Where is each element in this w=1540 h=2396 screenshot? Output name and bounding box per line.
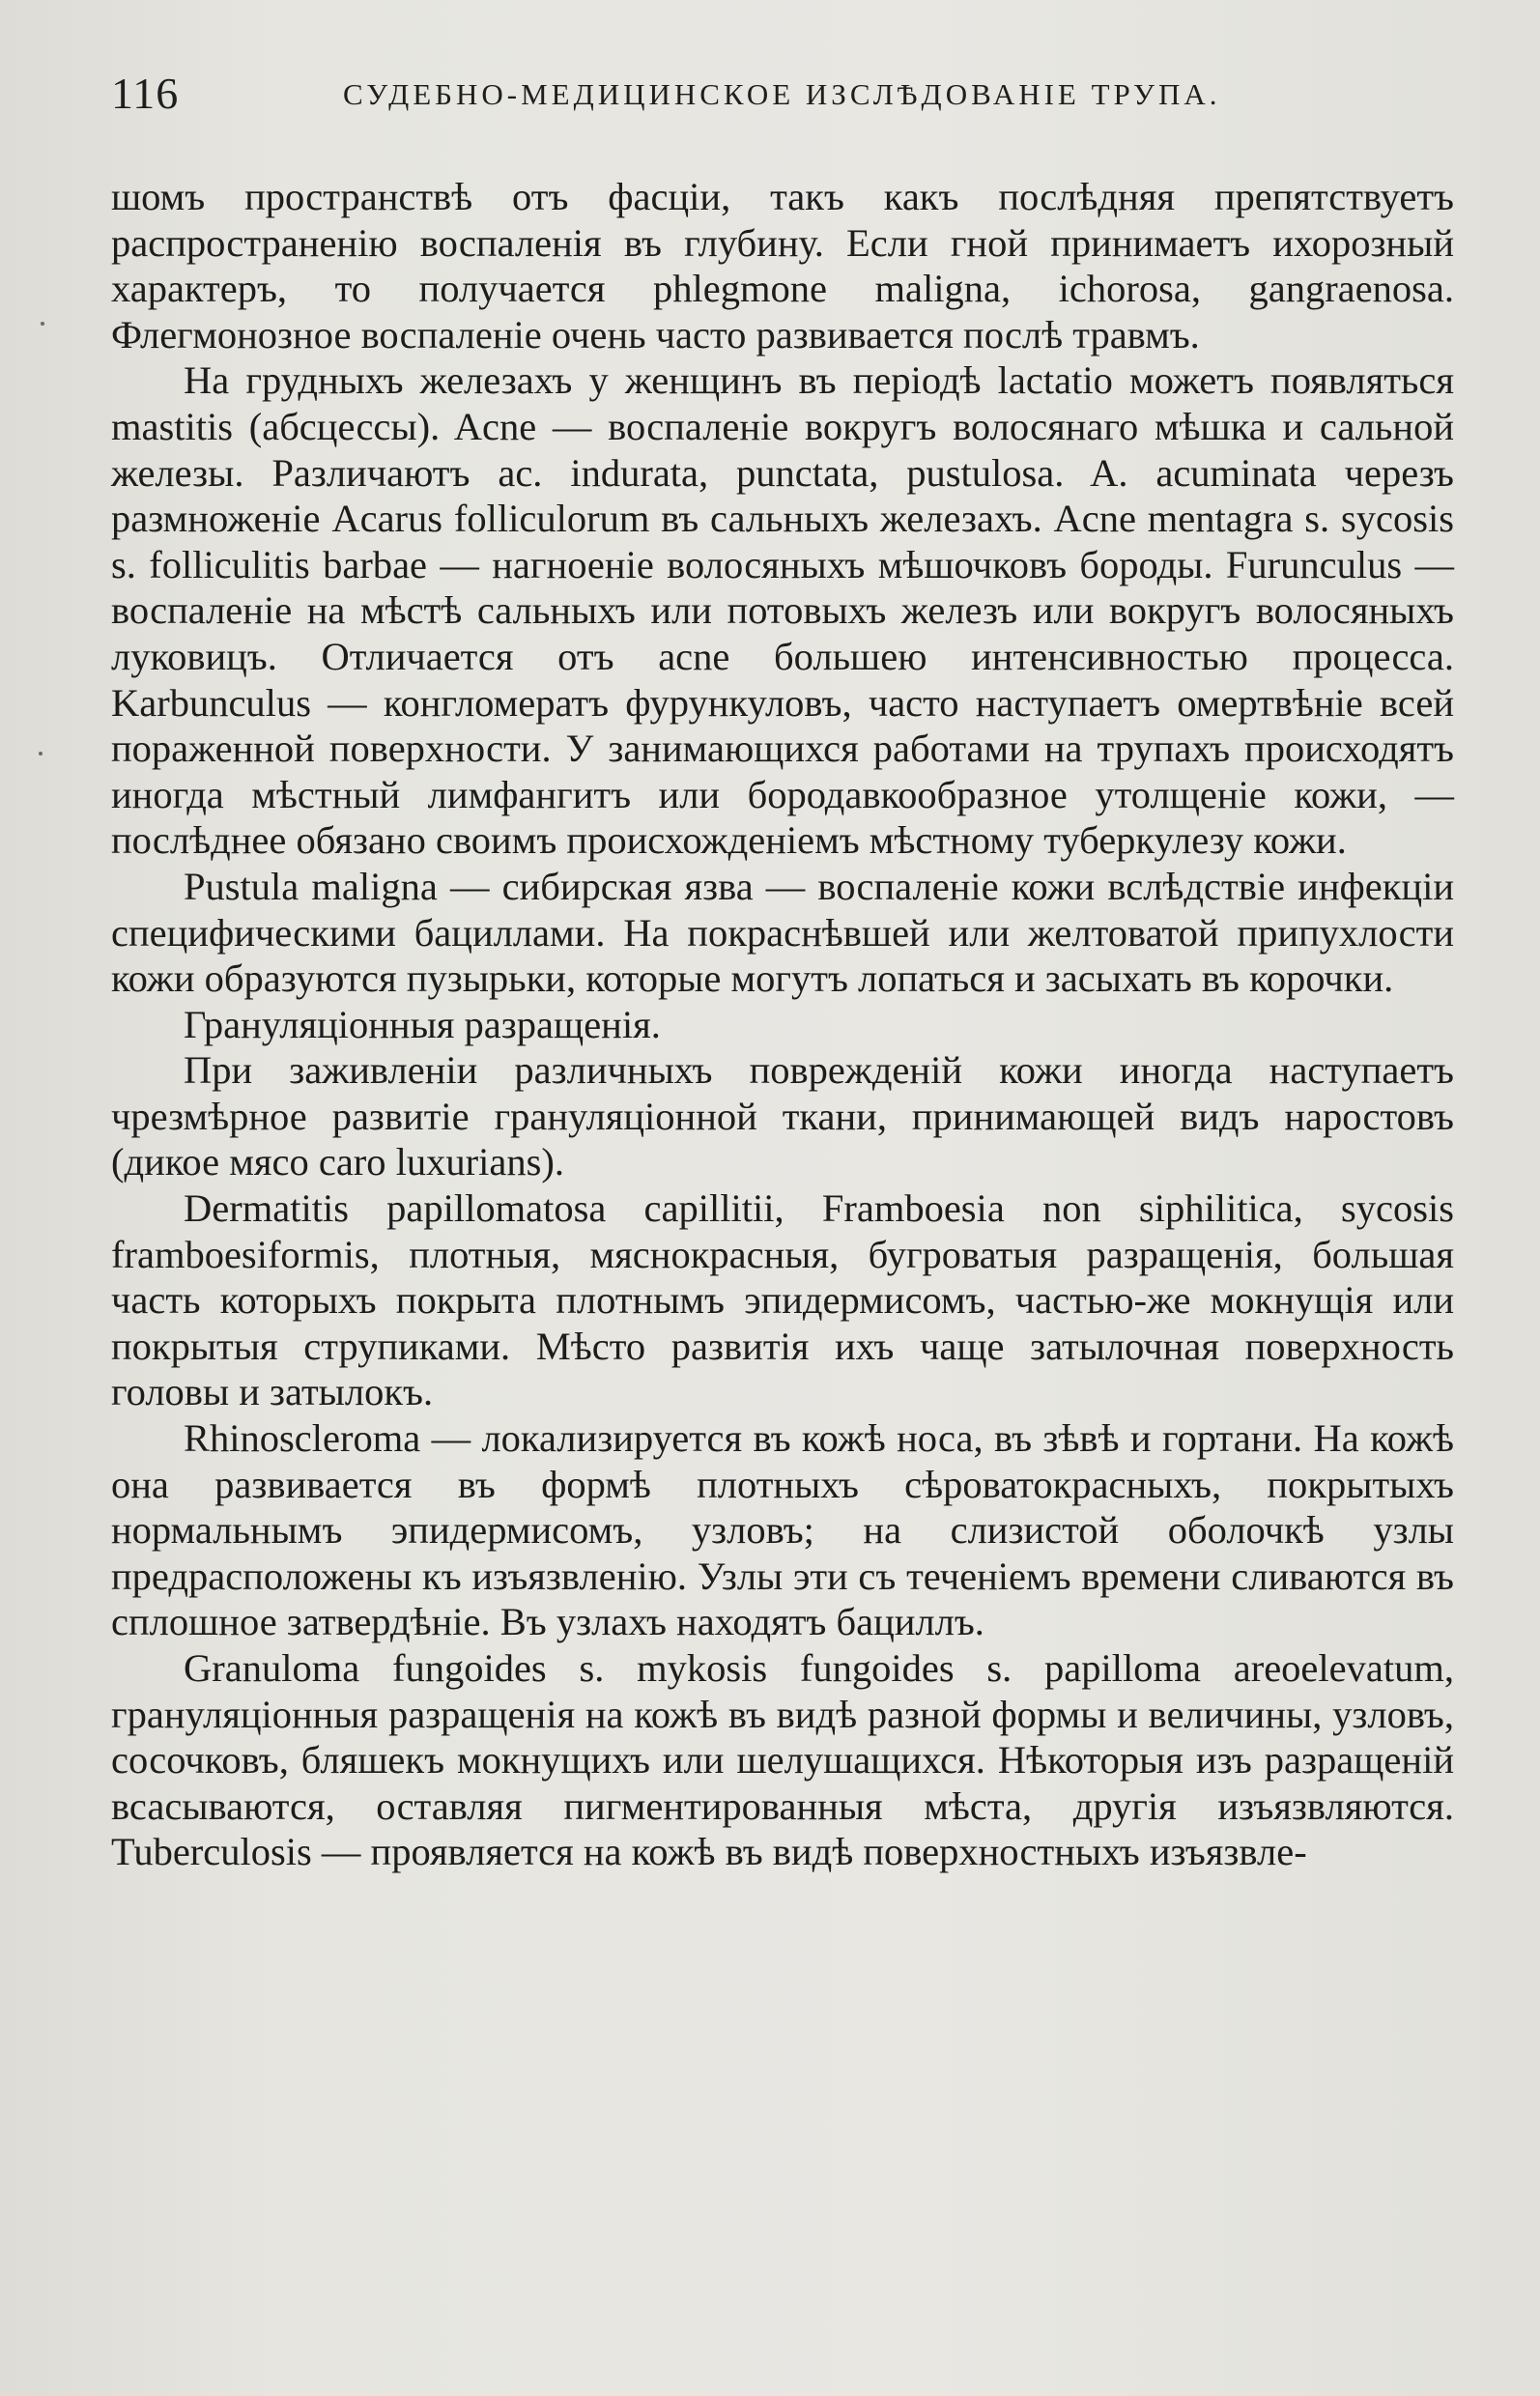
paper-speck [41,322,44,326]
running-title: СУДЕБНО-МЕДИЦИНСКОЕ ИЗСЛѢДОВАНІЕ ТРУПА. [343,77,1221,111]
paragraph: Dermatitis papillomatosa capillitii, Framboesia non siphilitica, sycosis framboesiformis, плотныя, мяснокрасныя, бугроватыя разращенія, большая часть которыхъ покрыта плотнымъ эпидермисомъ, частью-же мокнущія или покрытыя струпиками. Мѣсто развитія ихъ чаще затылочная поверхность головы и затылокъ. [111,1186,1454,1414]
section-subheading: Грануляціонныя разращенія. [184,1002,661,1046]
paragraph: При заживленіи различныхъ поврежденій кожи иногда наступаетъ чрезмѣрное развитіе грануляціонной ткани, принимающей видъ наростовъ (дикое мясо caro luxurians). [111,1048,1454,1184]
paragraph: Granuloma fungoides s. mykosis fungoides s. papilloma areoelevatum, грануляціонныя разращенія на кожѣ въ видѣ разной формы и величины, узловъ, сосочковъ, бляшекъ мокнущихъ или шелушащихся. Нѣкоторыя изъ разращеній всасываются, оставляя пигментированныя мѣста, другія изъязвляются. Tuberculosis — проявляется на кожѣ въ видѣ поверхностныхъ изъязвле- [111,1646,1454,1874]
paper-speck [39,752,43,756]
paragraph: шомъ пространствѣ отъ фасціи, такъ какъ послѣдняя препятствуетъ распространенію воспаленія въ глубину. Если гной принимаетъ ихорозный характеръ, то получается phlegmone maligna, ichorosa, gangraenosa. Флегмонозное воспаленіе очень часто развивается послѣ травмъ. [111,175,1454,357]
paragraph: Pustula maligna — сибирская язва — воспаленіе кожи вслѣдствіе инфекціи специфическими бациллами. На покраснѣвшей или желтоватой припухлости кожи образуются пузырьки, которые могутъ лопаться и засыхать въ корочки. [111,864,1454,1001]
page-number: 116 [111,69,180,118]
body-text [111,174,1454,1875]
paragraph: На грудныхъ железахъ у женщинъ въ періодѣ lactatio можетъ появляться mastitis (абсцессы). Acne — воспаленіе вокругъ волосянаго мѣшка и сальной железы. Различаютъ ac. indurata, punctata, pustulosa. A. acuminata черезъ размноженіе Acarus folliculorum въ сальныхъ железахъ. Acne mentagra s. sycosis s. folliculitis barbae — нагноеніе волосяныхъ мѣшочковъ бороды. Furunculus — воспаленіе на мѣстѣ сальныхъ или потовыхъ железъ или вокругъ волосяныхъ луковицъ. Отличается отъ acne большею интенсивностью процесса. Karbunculus — конгломератъ фурункуловъ, часто наступаетъ омертвѣніе всей пораженной поверхности. У занимающихся работами на трупахъ происходятъ иногда мѣстный лимфангитъ или бородавкообразное утолщеніе кожи, — послѣднее обязано своимъ происхожденіемъ мѣстному туберкулезу кожи. [111,358,1454,863]
paragraph: Rhinoscleroma — локализируется въ кожѣ носа, въ зѣвѣ и гортани. На кожѣ она развивается въ формѣ плотныхъ сѣроватокрасныхъ, покрытыхъ нормальнымъ эпидермисомъ, узловъ; на слизистой оболочкѣ узлы предрасположены къ изъязвленію. Узлы эти съ теченіемъ времени сливаются въ сплошное затвердѣніе. Въ узлахъ находятъ бациллъ. [111,1416,1454,1644]
page-header [111,68,1454,126]
